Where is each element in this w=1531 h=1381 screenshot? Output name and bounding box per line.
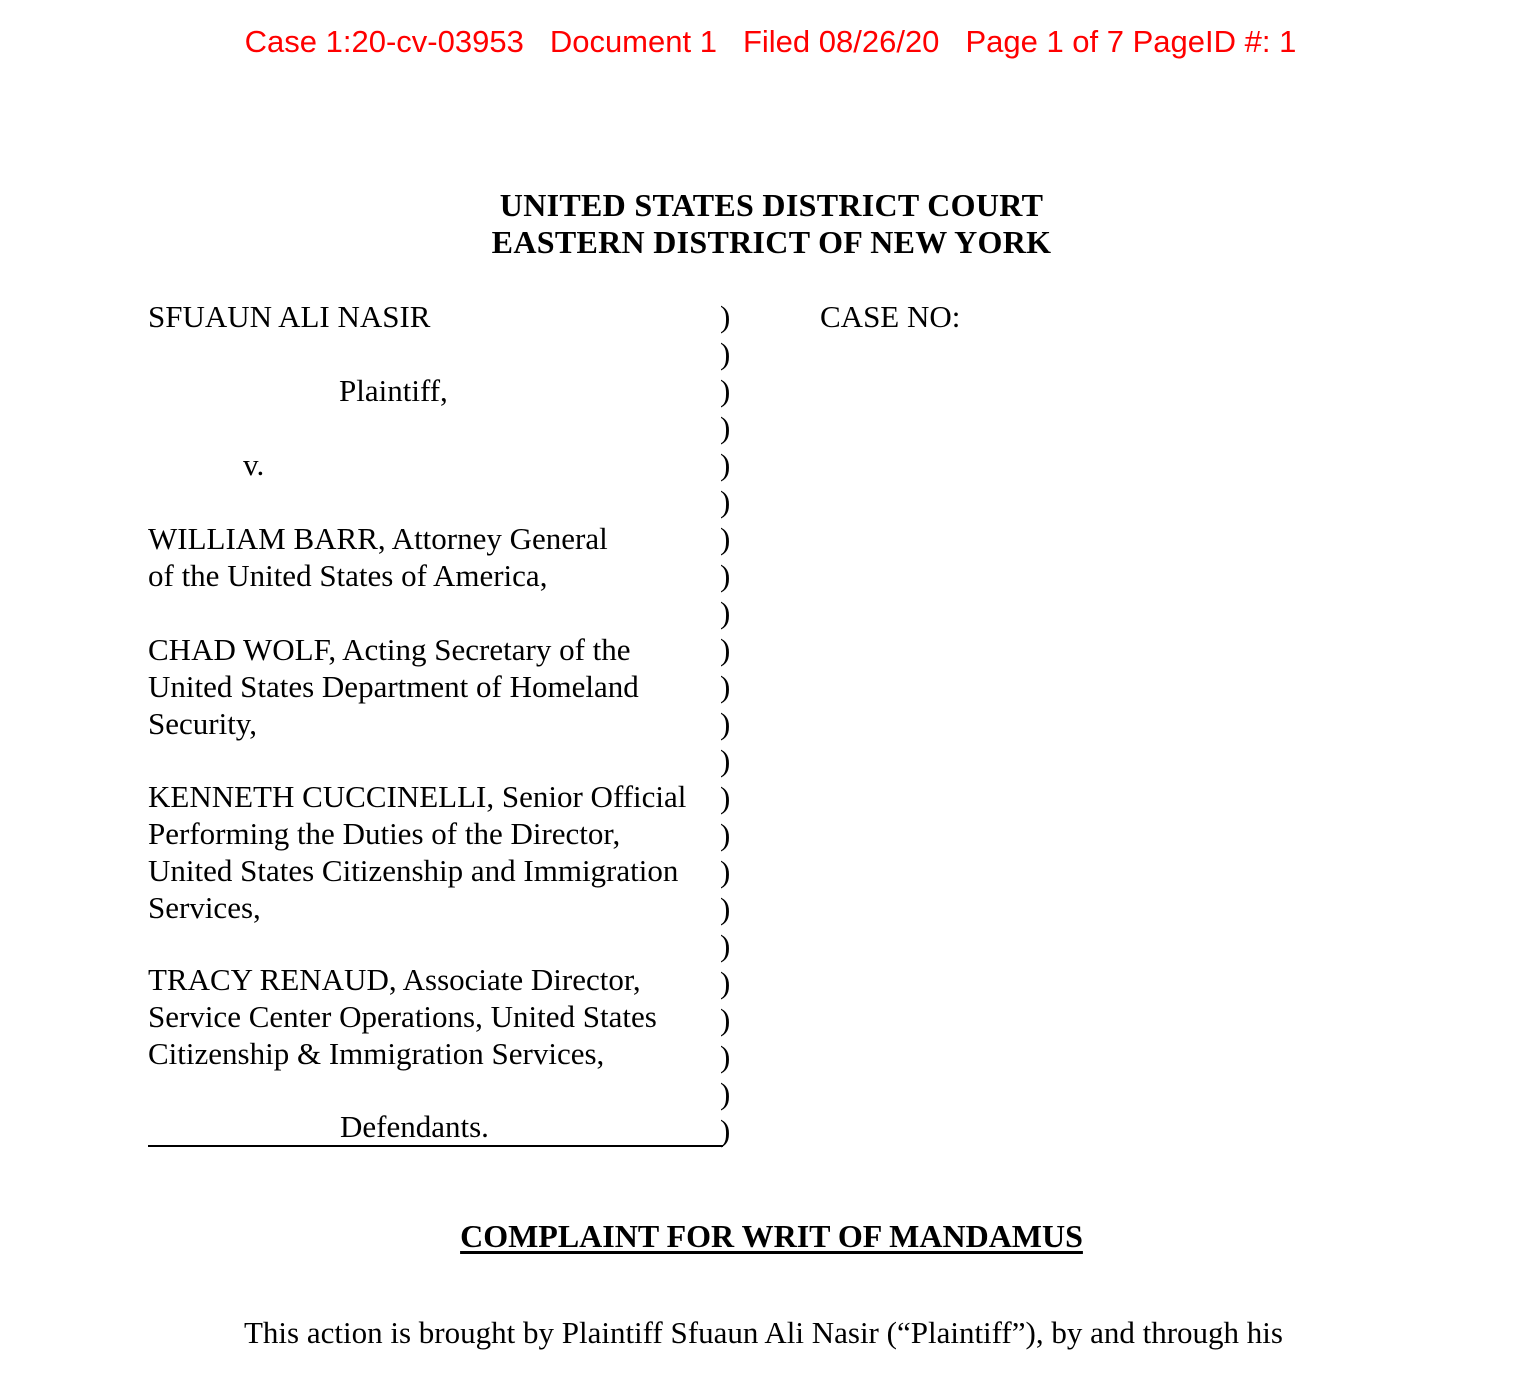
- caption-paren: ): [720, 484, 731, 519]
- defendants-label: Defendants.: [340, 1109, 489, 1144]
- opening-paragraph: This action is brought by Plaintiff Sfuaun Ali Nasir (“Plaintiff”), by and through his: [244, 1315, 1283, 1350]
- court-title-line-2: EASTERN DISTRICT OF NEW YORK: [491, 224, 1052, 260]
- caption-paren: ): [720, 669, 731, 704]
- caption-paren: ): [720, 1002, 731, 1037]
- defendant-barr: [148, 520, 608, 594]
- caption-paren: ): [720, 447, 731, 482]
- filed-date: Filed 08/26/20: [742, 24, 940, 59]
- caption-paren: ): [720, 1076, 731, 1111]
- caption-paren: ): [720, 410, 731, 445]
- defendant-renaud: [148, 961, 657, 1072]
- caption-paren: ): [720, 632, 731, 667]
- caption-paren: ): [720, 1113, 731, 1148]
- caption-paren: ): [720, 373, 731, 408]
- caption-paren: ): [720, 595, 731, 630]
- caption-paren: ): [720, 928, 731, 963]
- defendant-renaud-line-1: TRACY RENAUD, Associate Director,: [148, 962, 641, 997]
- caption-paren: ): [720, 706, 731, 741]
- defendant-wolf-line-3: Security,: [148, 706, 258, 741]
- caption-paren: ): [720, 965, 731, 1000]
- complaint-title: [0, 1216, 1531, 1256]
- caption-paren: ): [720, 854, 731, 889]
- defendant-barr-line-2: of the United States of America,: [148, 558, 548, 593]
- defendant-cuccinelli-line-3: United States Citizenship and Immigration: [148, 853, 679, 888]
- defendant-cuccinelli: [148, 778, 686, 926]
- caption-parenthesis-column: [720, 298, 730, 1149]
- caption-paren: ): [720, 336, 731, 371]
- caption-paren: ): [720, 780, 731, 815]
- court-title-line-1: UNITED STATES DISTRICT COURT: [499, 187, 1044, 223]
- defendant-cuccinelli-line-2: Performing the Duties of the Director,: [148, 816, 621, 851]
- caption-paren: ): [720, 743, 731, 778]
- defendant-renaud-line-2: Service Center Operations, United States: [148, 999, 657, 1034]
- filing-header-stamp: [0, 24, 1531, 60]
- versus-label: v.: [243, 447, 265, 482]
- case-no-label: CASE NO:: [820, 299, 961, 334]
- defendant-wolf: [148, 631, 639, 742]
- defendant-cuccinelli-line-4: Services,: [148, 890, 261, 925]
- page-info: Page 1 of 7 PageID #: 1: [965, 24, 1297, 59]
- defendant-cuccinelli-line-1: KENNETH CUCCINELLI, Senior Official: [148, 779, 687, 814]
- caption-paren: ): [720, 1039, 731, 1074]
- plaintiff-label: Plaintiff,: [339, 373, 448, 408]
- court-title: [0, 187, 1531, 261]
- case-number: Case 1:20-cv-03953: [244, 24, 524, 59]
- document-number: Document 1: [549, 24, 717, 59]
- caption-paren: ): [720, 891, 731, 926]
- caption-paren: ): [720, 817, 731, 852]
- defendant-barr-line-1: WILLIAM BARR, Attorney General: [148, 521, 608, 556]
- plaintiff-name: SFUAUN ALI NASIR: [148, 299, 431, 334]
- defendant-wolf-line-2: United States Department of Homeland: [148, 669, 639, 704]
- caption-paren: ): [720, 558, 731, 593]
- complaint-title-text: COMPLAINT FOR WRIT OF MANDAMUS: [460, 1218, 1083, 1254]
- defendant-renaud-line-3: Citizenship & Immigration Services,: [148, 1036, 605, 1071]
- caption-paren: ): [720, 299, 731, 334]
- caption-paren: ): [720, 521, 731, 556]
- defendants-signature-line: [148, 1108, 723, 1147]
- defendant-wolf-line-1: CHAD WOLF, Acting Secretary of the: [148, 632, 631, 667]
